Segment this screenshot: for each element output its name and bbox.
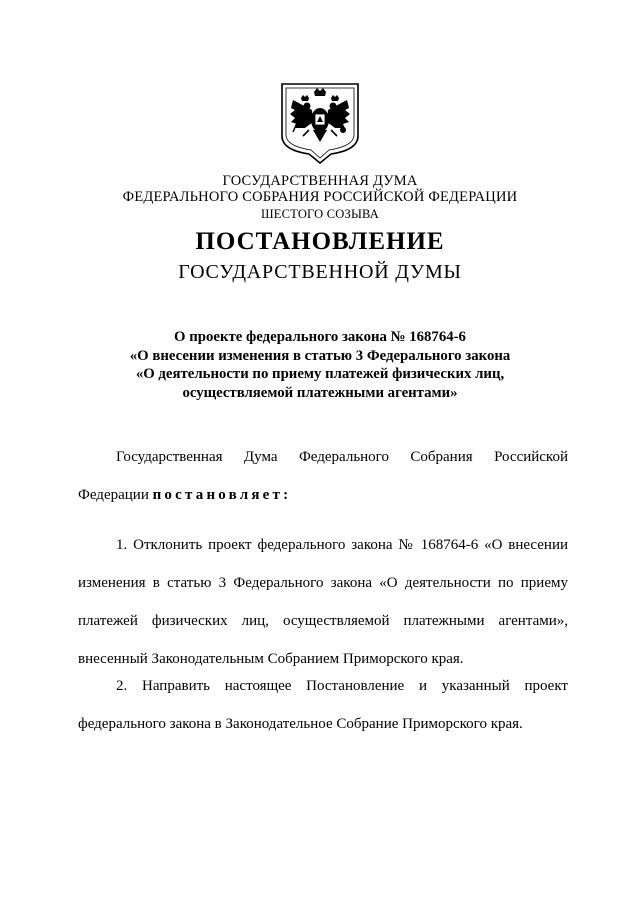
preamble-paragraph bbox=[78, 449, 568, 507]
coat-of-arms-emblem bbox=[279, 78, 361, 164]
header-line-convocation: ШЕСТОГО СОЗЫВА bbox=[260, 207, 380, 221]
header-line-assembly: ФЕДЕРАЛЬНОГО СОБРАНИЯ РОССИЙСКОЙ ФЕДЕРАЦИИ bbox=[122, 189, 518, 205]
item-1-line: платежей физических лиц, осуществляемой платежными агентами», bbox=[78, 613, 568, 629]
preamble-line bbox=[78, 487, 568, 507]
preamble-resolves-word: постановляет: bbox=[152, 487, 292, 503]
item-2-paragraph bbox=[78, 678, 568, 736]
item-1-line: изменения в статью 3 Федерального закона «О деятельности по приему bbox=[78, 575, 568, 591]
subject-line: осуществляемой платежными агентами» bbox=[182, 384, 458, 401]
item-1-line: внесенный Законодательным Собранием Приморского края. bbox=[78, 651, 464, 667]
preamble-federation-word: Федерации bbox=[78, 487, 149, 503]
item-1-line: 1. Отклонить проект федерального закона № 168764-6 «О внесении bbox=[116, 537, 568, 553]
subject-line: «О деятельности по приему платежей физических лиц, bbox=[135, 366, 505, 382]
document-type-title: ПОСТАНОВЛЕНИЕ bbox=[195, 228, 445, 255]
header-line-duma: ГОСУДАРСТВЕННАЯ ДУМА bbox=[222, 173, 418, 189]
item-2-line: федерального закона в Законодательное Собрание Приморского края. bbox=[78, 716, 523, 732]
item-2-line: 2. Направить настоящее Постановление и указанный проект bbox=[116, 678, 568, 694]
document-subject bbox=[0, 328, 640, 402]
subject-line: О проекте федерального закона № 168764-6 bbox=[174, 329, 466, 345]
item-1-paragraph bbox=[78, 537, 568, 671]
preamble-line: Государственная Дума Федерального Собрания Российской bbox=[116, 449, 568, 465]
document-type-subtitle: ГОСУДАРСТВЕННОЙ ДУМЫ bbox=[178, 261, 462, 283]
subject-line: «О внесении изменения в статью 3 Федерального закона bbox=[129, 347, 511, 364]
